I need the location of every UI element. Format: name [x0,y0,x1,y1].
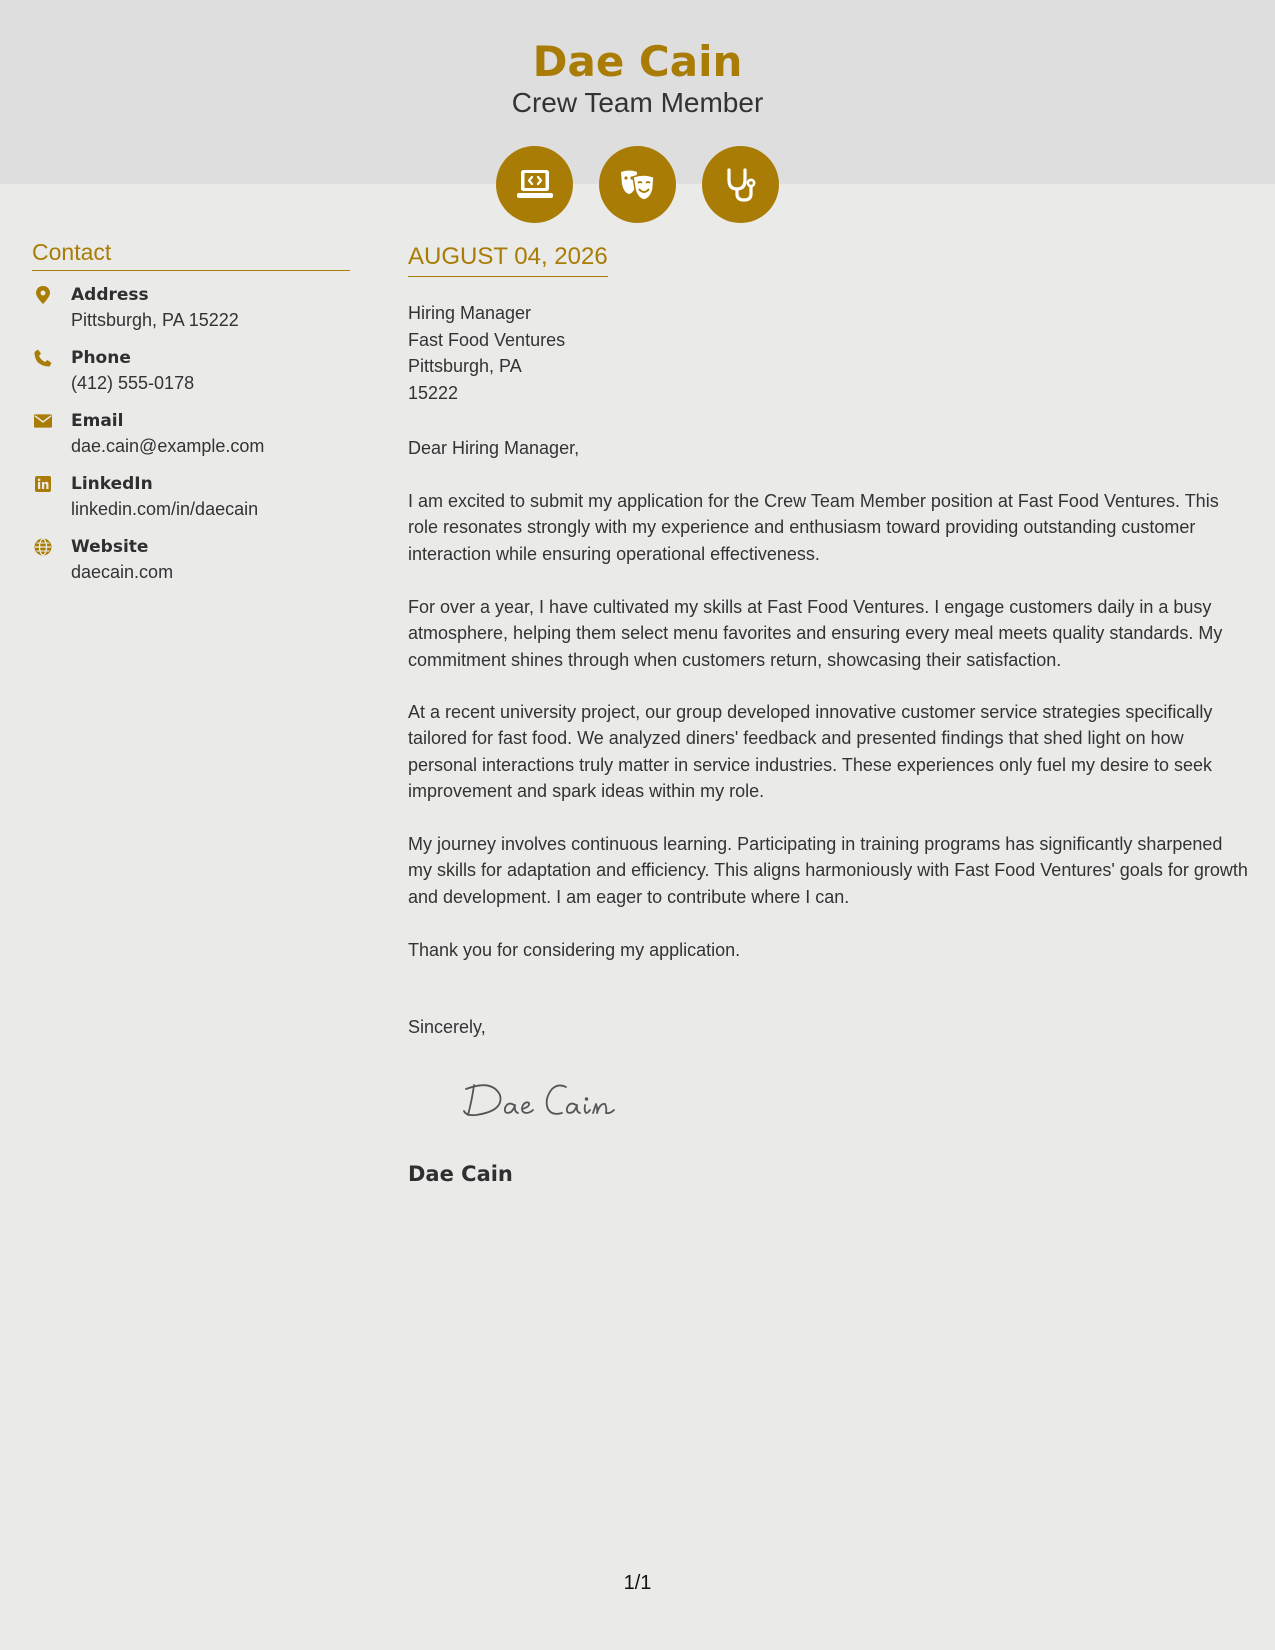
address-label: Address [71,285,149,305]
laptop-code-icon [496,146,573,223]
recipient-line: Pittsburgh, PA [408,356,522,376]
contact-email [32,410,350,462]
globe-icon [34,538,52,556]
contact-phone [32,347,350,399]
letter-date: AUGUST 04, 2026 [408,242,608,277]
letter-paragraph: My journey involves continuous learning. Participating in training programs has significantly sharpened my skills for adaptation and efficiency. This aligns harmoniously with Fast Food Ventures' goals for growth and development. I am eager to contribute where I can. [408,834,1248,907]
email-value: dae.cain@example.com [71,436,265,456]
contact-website [32,536,350,588]
map-pin-icon [34,286,52,304]
linkedin-label: LinkedIn [71,474,153,494]
handwritten-signature [462,1075,632,1125]
applicant-name: Dae Cain [532,37,743,86]
recipient-line: Hiring Manager [408,303,532,323]
theater-masks-icon [599,146,676,223]
recipient-block [408,300,565,406]
envelope-icon [34,412,52,430]
thanks-line: Thank you for considering my application. [408,940,741,960]
applicant-role: Crew Team Member [511,87,764,118]
contact-section-title: Contact [32,238,350,271]
email-label: Email [71,411,124,431]
letter-paragraph: For over a year, I have cultivated my skills at Fast Food Ventures. I engage customers daily in a busy atmosphere, helping them select menu favorites and ensuring every meal meets quality standards. My commitment shines through when customers return, showcasing their satisfaction. [408,597,1223,670]
recipient-line: Fast Food Ventures [408,329,566,350]
address-value: Pittsburgh, PA 15222 [71,310,239,330]
contact-linkedin [32,473,350,525]
letter-paragraph: At a recent university project, our group developed innovative customer service strategies specifically tailored for fast food. We analyzed diners' feedback and presented findings that shed light on how personal interactions truly matter in service industries. These experiences only fuel my desire to seek improvement and spark ideas within my role. [408,702,1213,802]
signer-name: Dae Cain [408,1162,513,1186]
letter-paragraph: I am excited to submit my application for the Crew Team Member position at Fast Food Ventures. This role resonates strongly with my experience and enthusiasm toward providing outstanding customer interaction while ensuring operational effectiveness. [408,491,1219,564]
contact-address [32,284,350,336]
website-value: daecain.com [71,562,174,582]
phone-icon [34,349,52,367]
phone-label: Phone [71,348,131,368]
closing: Sincerely, [408,1017,486,1037]
website-label: Website [71,537,149,557]
phone-value: (412) 555-0178 [71,373,195,393]
recipient-line: 15222 [408,382,459,403]
page-number: 1/1 [623,1572,652,1594]
linkedin-icon [34,475,52,493]
salutation: Dear Hiring Manager, [408,438,580,458]
linkedin-value: linkedin.com/in/daecain [71,499,259,519]
stethoscope-icon [702,146,779,223]
